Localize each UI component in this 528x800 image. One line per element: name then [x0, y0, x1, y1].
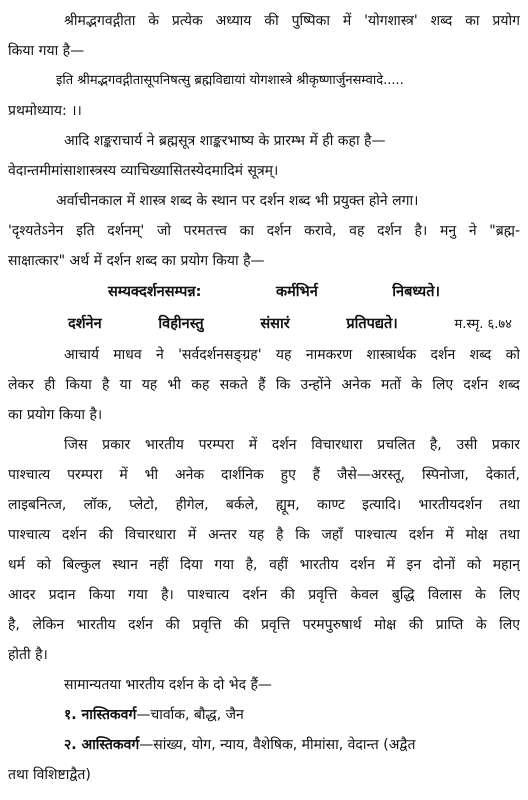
- list-item-label: १. नास्तिकवर्ग: [64, 707, 137, 723]
- text-line: लाइबनित्ज, लॉक, प्लेटो, हीगेल, बर्कले, ह्यूम, काण्ट इत्यादि। भारतीयदर्शन तथा: [8, 497, 520, 513]
- list-item-label: २. आस्तिकवर्ग: [64, 737, 140, 753]
- text-line: धर्म को बिल्कुल स्थान नहीं दिया गया है, वहीं भारतीय दर्शन में इन दोनों को महान्: [8, 557, 520, 573]
- verse-word: निबध्यते।: [392, 284, 440, 300]
- text-line: श्रीमद्भगवद्गीता के प्रत्येक अध्याय की पुष्पिका में 'योगशास्त्र' शब्द का प्रयोग: [64, 13, 520, 29]
- list-item-text: —चार्वाक, बौद्ध, जैन: [136, 707, 244, 723]
- text-line: होती है।: [8, 647, 48, 663]
- text-line: पाश्चात्य दर्शन की विचारधारा में अन्तर यह है कि जहाँ पाश्चात्य दर्शन में मोक्ष तथा: [8, 527, 520, 543]
- text-line: 'दृश्यतेऽनेन इति दर्शनम्' जो परमतत्त्व का दर्शन करावे, वह दर्शन है। मनु ने "ब्रह्म-: [8, 223, 520, 239]
- text-line: सामान्यतया भारतीय दर्शन के दो भेद हैं—: [64, 677, 272, 693]
- list-item: [8, 700, 520, 730]
- text-line: आदि शङ्कराचार्य ने ब्रह्मसूत्र शाङ्करभाष्य के प्रारम्भ में ही कहा है—: [64, 133, 386, 149]
- verse-reference: म.स्मृ. ६.७४: [454, 317, 512, 332]
- text-line: जिस प्रकार भारतीय परम्परा में दर्शन विचारधारा प्रचलित है, उसी प्रकार: [64, 437, 520, 453]
- quote-line: वेदान्तमीमांसाशास्त्रस्य व्याचिख्यासितस्येदमादिमं सूत्रम्।: [8, 163, 279, 179]
- text-line: आचार्य माधव ने 'सर्वदर्शनसङ्ग्रह' यह नामकरण शास्त्रार्थक दर्शन शब्द को: [64, 347, 520, 363]
- text-line: का प्रयोग किया है।: [8, 407, 103, 423]
- text-line: तथा विशिष्टाद्वैत): [8, 767, 91, 783]
- verse-word: विहीनस्तु: [158, 316, 204, 332]
- quote-line: इति श्रीमद्भगवद्गीतासूपनिषत्सु ब्रह्मविद्यायां योगशास्त्रे श्रीकृष्णार्जुनसम्वादे.....: [56, 73, 404, 88]
- text-line: आदर प्रदान किया गया है। पाश्चात्य दर्शन की प्रवृत्ति केवल बुद्धि विलास के लिए: [8, 587, 520, 603]
- text-line: पाश्चात्य परम्परा में भी अनेक दार्शनिक हुए हैं जैसे—अरस्तू, स्पिनोजा, देकार्त,: [8, 467, 520, 483]
- verse-word: दर्शनेन: [68, 316, 102, 332]
- verse-word: सम्यक्दर्शनसम्पन्न:: [108, 284, 202, 300]
- verse-word: संसारं: [260, 316, 290, 332]
- list-item: [8, 730, 520, 760]
- verse-word: प्रतिपद्यते।: [346, 316, 398, 332]
- text-line: लेकर ही किया है या यह भी कह सकते हैं कि उन्होंने अनेक मतों के लिए दर्शन शब्द: [8, 377, 520, 393]
- verse-line-1: [108, 276, 440, 308]
- text-line: है, लेकिन भारतीय दर्शन की प्रवृत्ति की प्रवृत्ति परमपुरुषार्थ मोक्ष की प्राप्ति के लिए: [8, 617, 520, 633]
- text-line: प्रथमोध्याय: ।।: [8, 103, 82, 119]
- verse-line-2: [68, 308, 512, 340]
- verse-word: कर्मभिर्न: [275, 284, 318, 300]
- text-line: अर्वाचीनकाल में शास्त्र शब्द के स्थान पर दर्शन शब्द भी प्रयुक्त होने लगा।: [56, 193, 419, 209]
- list-item-text: —सांख्य, योग, न्याय, वैशेषिक, मीमांसा, वेदान्त (अद्वैत: [139, 737, 416, 753]
- text-line: साक्षात्कार" अर्थ में दर्शन शब्द का प्रयोग किया है—: [8, 253, 265, 269]
- text-line: किया गया है—: [8, 43, 85, 59]
